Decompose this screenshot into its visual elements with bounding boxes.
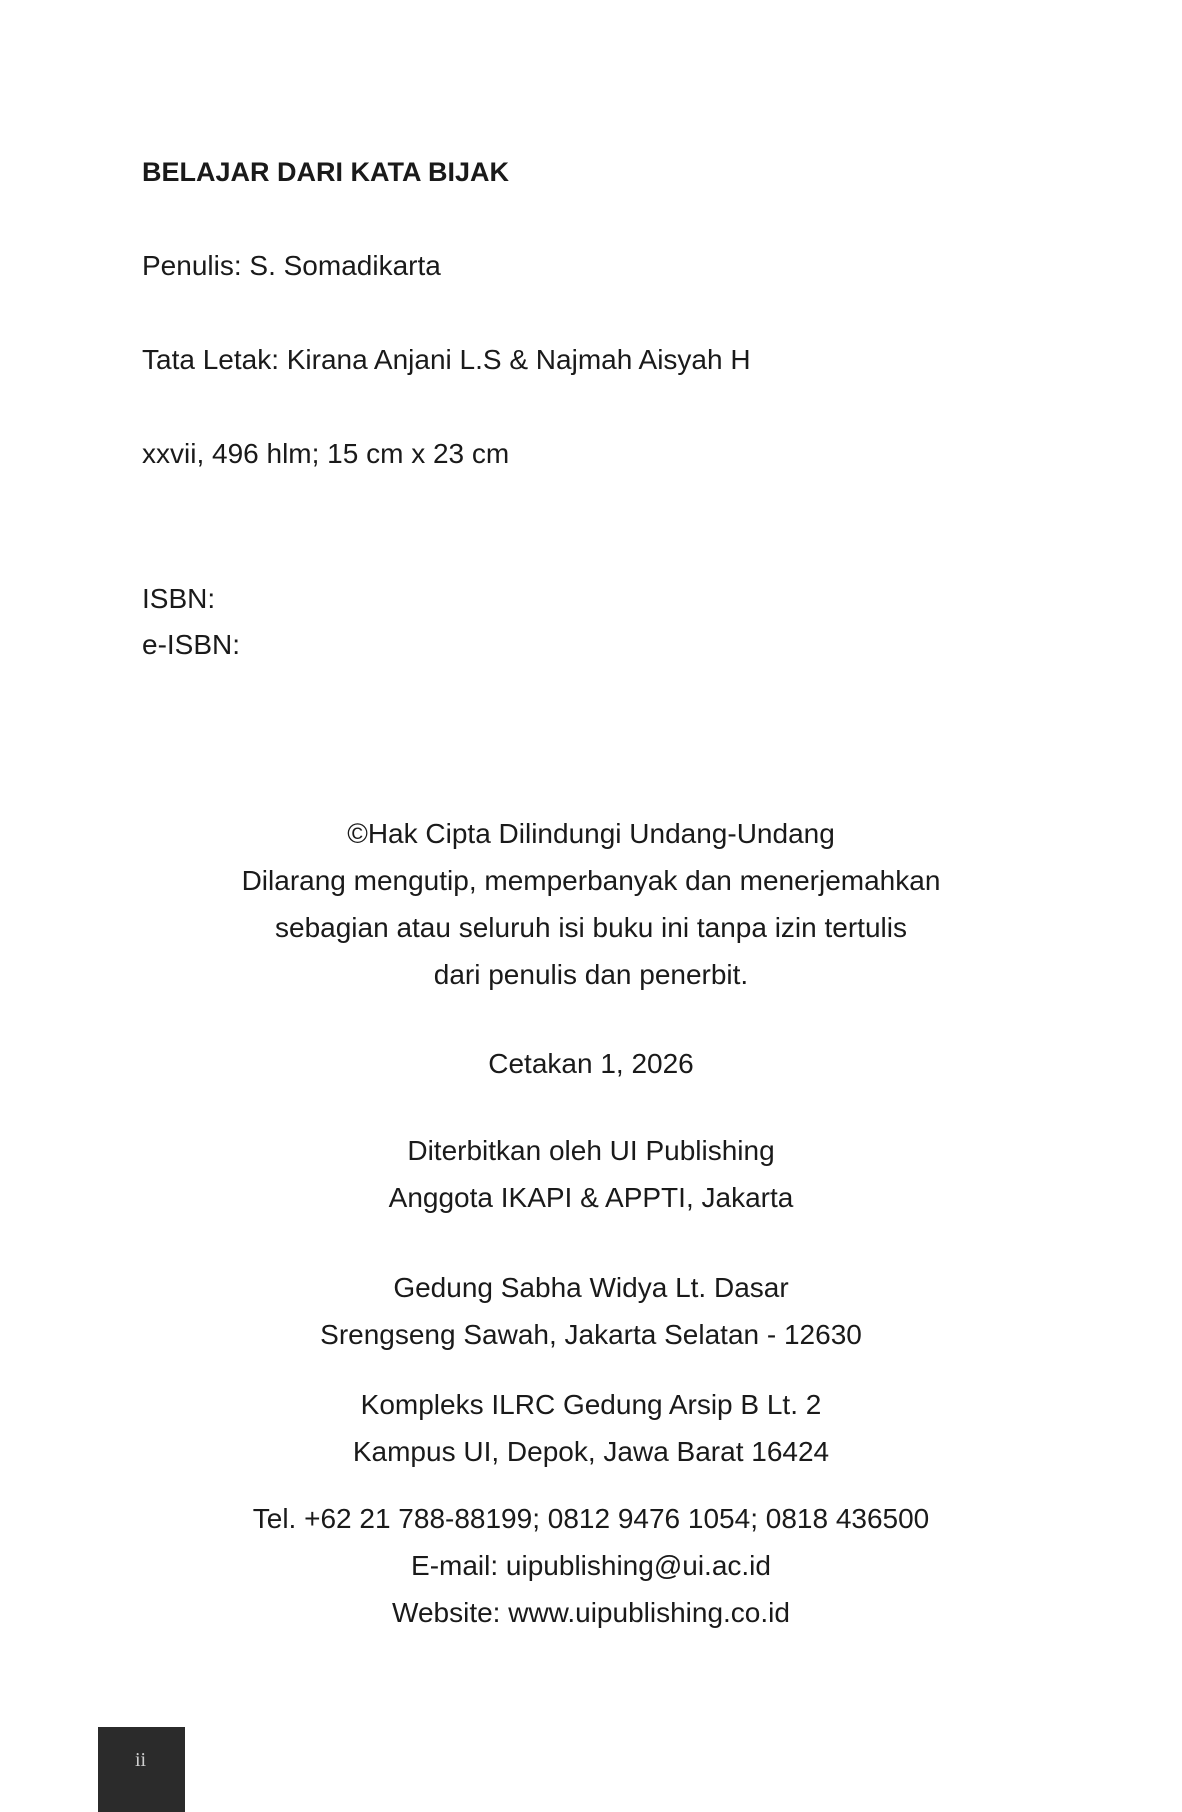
address-line: Kampus UI, Depok, Jawa Barat 16424 (352, 1436, 830, 1467)
address-primary (0, 1264, 1182, 1358)
address-line: Kompleks ILRC Gedung Arsip B Lt. 2 (360, 1389, 822, 1420)
copyright-line: dari penulis dan penerbit. (433, 959, 749, 990)
book-title: BELAJAR DARI KATA BIJAK (142, 157, 510, 187)
copyright-line: sebagian atau seluruh isi buku ini tanpa izin tertulis (275, 912, 907, 943)
publisher-info (0, 1127, 1182, 1221)
publisher-line: Anggota IKAPI & APPTI, Jakarta (388, 1182, 794, 1213)
copyright-line: ©Hak Cipta Dilindungi Undang-Undang (347, 818, 835, 849)
email-line: E-mail: uipublishing@ui.ac.id (411, 1550, 771, 1581)
publisher-line: Diterbitkan oleh UI Publishing (407, 1135, 775, 1166)
pages-dimensions-line: xxvii, 496 hlm; 15 cm x 23 cm (142, 438, 510, 469)
copyright-notice (0, 810, 1182, 998)
edition-line: Cetakan 1, 2026 (488, 1048, 694, 1079)
address-secondary (0, 1381, 1182, 1475)
page-number: ii (135, 1749, 147, 1771)
copyright-line: Dilarang mengutip, memperbanyak dan menerjemahkan (241, 865, 941, 896)
isbn-line: ISBN: (142, 583, 216, 614)
phone-line: Tel. +62 21 788-88199; 0812 9476 1054; 0818 436500 (252, 1503, 930, 1534)
page-number-tab (98, 1727, 185, 1812)
eisbn-line: e-ISBN: (142, 629, 241, 660)
layout-credit-line: Tata Letak: Kirana Anjani L.S & Najmah Aisyah H (142, 344, 751, 375)
address-line: Srengseng Sawah, Jakarta Selatan - 12630 (320, 1319, 862, 1350)
website-line: Website: www.uipublishing.co.id (392, 1597, 790, 1628)
contact-info (0, 1495, 1182, 1636)
address-line: Gedung Sabha Widya Lt. Dasar (393, 1272, 789, 1303)
author-line: Penulis: S. Somadikarta (142, 250, 441, 281)
